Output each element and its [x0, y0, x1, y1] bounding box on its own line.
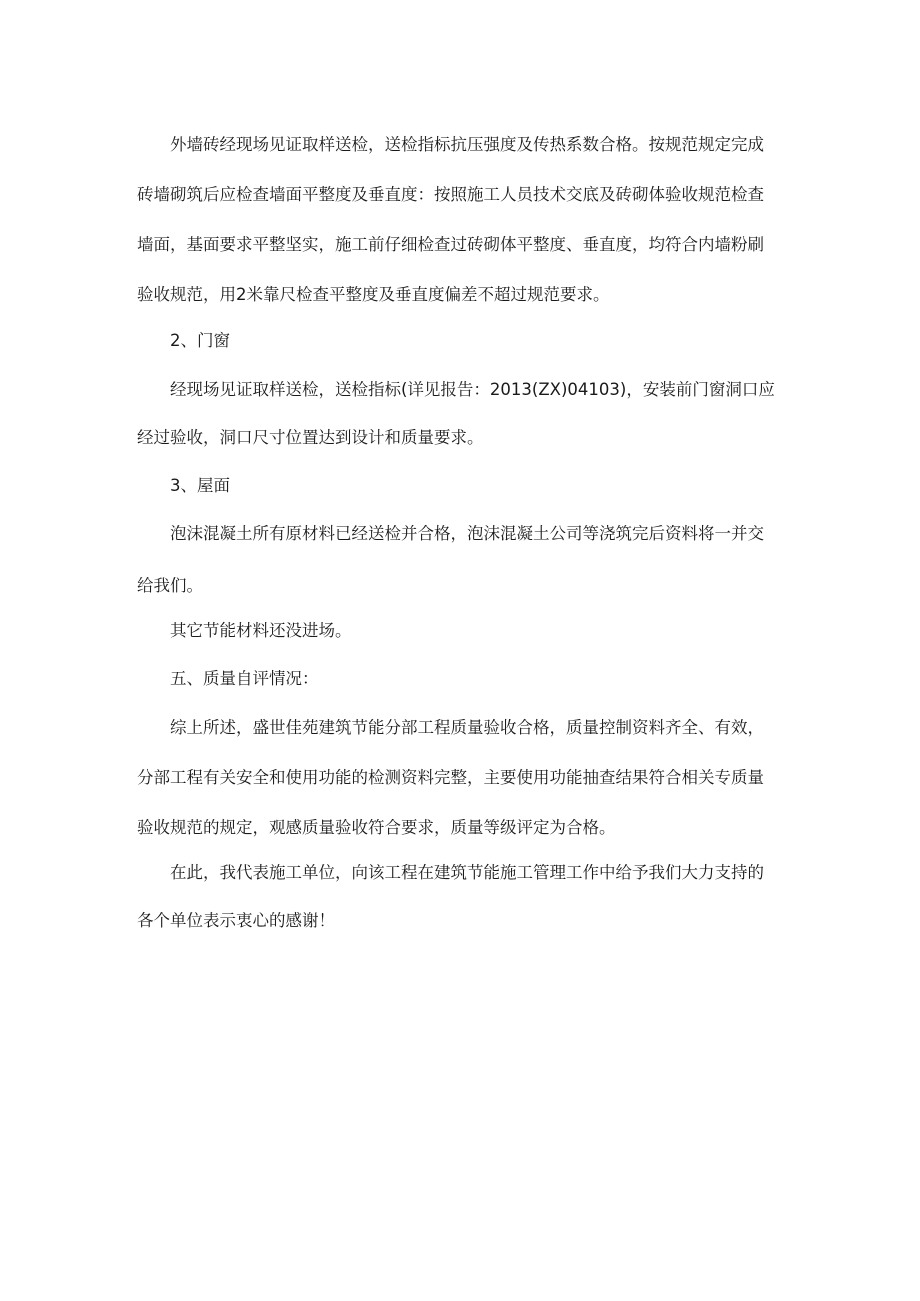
- paragraph-line: 经现场见证取样送检，送检指标(详见报告：2013(ZX)04103)，安装前门窗洞口应: [170, 380, 775, 399]
- paragraph-other-materials: 其它节能材料还没进场。: [170, 621, 352, 640]
- paragraph-line: 墙面，基面要求平整坚实，施工前仔细检查过砖砌体平整度、垂直度，均符合内墙粉刷: [137, 235, 764, 254]
- paragraph-line: 分部工程有关安全和使用功能的检测资料完整，主要使用功能抽查结果符合相关专质量: [137, 768, 764, 787]
- paragraph-roof: [137, 521, 785, 598]
- section-heading-roof: 3、屋面: [170, 476, 230, 495]
- paragraph-line: 泡沫混凝土所有原材料已经送检并合格，泡沫混凝土公司等浇筑完后资料将一并交: [170, 524, 764, 543]
- paragraph-thanks: [137, 860, 785, 933]
- section-heading-quality-evaluation: 五、质量自评情况：: [170, 669, 319, 688]
- paragraph-wall-bricks: [137, 132, 785, 307]
- paragraph-line: 经过验收，洞口尺寸位置达到设计和质量要求。: [137, 428, 484, 447]
- paragraph-line: 验收规范，用2米靠尺检查平整度及垂直度偏差不超过规范要求。: [137, 285, 610, 304]
- paragraph-line: 砖墙砌筑后应检查墙面平整度及垂直度：按照施工人员技术交底及砖砌体验收规范检查: [137, 185, 764, 204]
- paragraph-line: 验收规范的规定，观感质量验收符合要求，质量等级评定为合格。: [137, 818, 616, 837]
- paragraph-line: 在此，我代表施工单位，向该工程在建筑节能施工管理工作中给予我们大力支持的: [170, 863, 764, 882]
- paragraph-line: 外墙砖经现场见证取样送检，送检指标抗压强度及传热系数合格。按规范规定完成: [170, 135, 764, 154]
- paragraph-line: 综上所述，盛世佳苑建筑节能分部工程质量验收合格，质量控制资料齐全、有效，: [170, 718, 764, 737]
- paragraph-line: 给我们。: [137, 576, 203, 595]
- paragraph-line: 各个单位表示衷心的感谢！: [137, 911, 335, 930]
- section-heading-doors-windows: 2、门窗: [170, 331, 230, 350]
- paragraph-doors-windows: [137, 377, 785, 450]
- paragraph-summary: [137, 715, 785, 840]
